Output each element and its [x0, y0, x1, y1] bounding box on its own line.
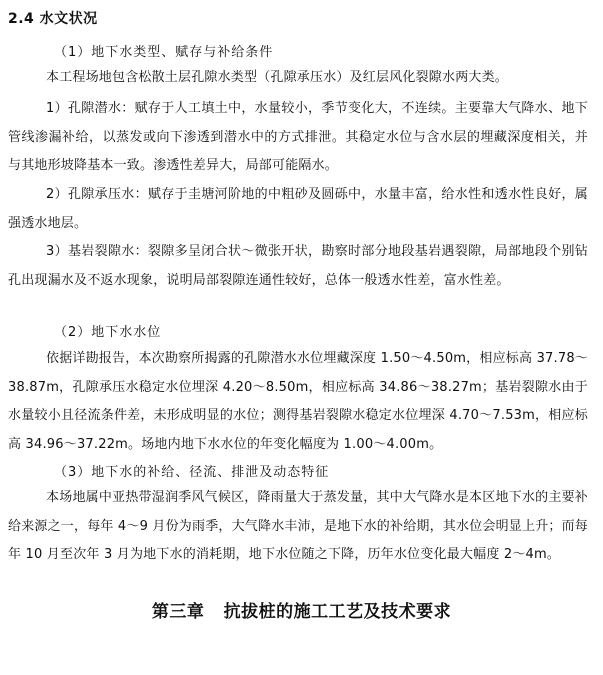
paragraph-pore-confined-water: 2）孔隙承压水：赋存于圭塘河阶地的中粗砂及圆砾中，水量丰富，给水性和透水性良好，属强透水地层。: [8, 187, 588, 231]
section-heading: 2.4 水文状况: [8, 11, 98, 27]
paragraph-groundwater-level: 依据详勘报告，本次勘察所揭露的孔隙潜水水位埋藏深度 1.50～4.50m，相应标高 37.78～38.87m，孔隙承压水稳定水位埋深 4.20～8.50m，相应标高 34.86～38.27m；基岩裂隙水由于水量较小且径流条件差，未形成明显的水位；测得基岩裂隙水稳定水位埋深 4.70～7.53m，相应标高 34.96～37.22m。场地内地下水水位的年变化幅度为 1.00～4.00m。: [8, 351, 588, 452]
paragraph-intro: 本工程场地包含松散土层孔隙水类型（孔隙承压水）及红层风化裂隙水两大类。: [46, 70, 509, 85]
subsection-title-1: （1）地下水类型、赋存与补给条件: [54, 45, 274, 60]
subsection-title-3: （3）地下水的补给、径流、排泄及动态特征: [54, 465, 330, 480]
subsection-title-2: （2）地下水水位: [54, 325, 162, 340]
paragraph-recharge-runoff-discharge: 本场地属中亚热带湿润季风气候区，降雨量大于蒸发量，其中大气降水是本区地下水的主要补给来源之一，每年 4～9 月份为雨季，大气降水丰沛，是地下水的补给期，其水位会明显上升；而每年 10 月至次年 3 月为地下水的消耗期，地下水位随之下降，历年水位变化最大幅度 2～4m。: [8, 490, 589, 562]
chapter-title: 第三章 抗拔桩的施工工艺及技术要求: [151, 602, 452, 622]
paragraph-pore-phreatic-water: 1）孔隙潜水：赋存于人工填土中，水量较小，季节变化大，不连续。主要靠大气降水、地下管线渗漏补给，以蒸发或向下渗透到潜水中的方式排泄。其稳定水位与含水层的埋藏深度相关，并与其地形坡降基本一致。渗透性差异大，局部可能隔水。: [8, 101, 588, 173]
paragraph-bedrock-fissure-water: 3）基岩裂隙水：裂隙多呈闭合状～微张开状，勘察时部分地段基岩遇裂隙，局部地段个别钻孔出现漏水及不返水现象，说明局部裂隙连通性较好，总体一般透水性差，富水性差。: [8, 244, 588, 288]
